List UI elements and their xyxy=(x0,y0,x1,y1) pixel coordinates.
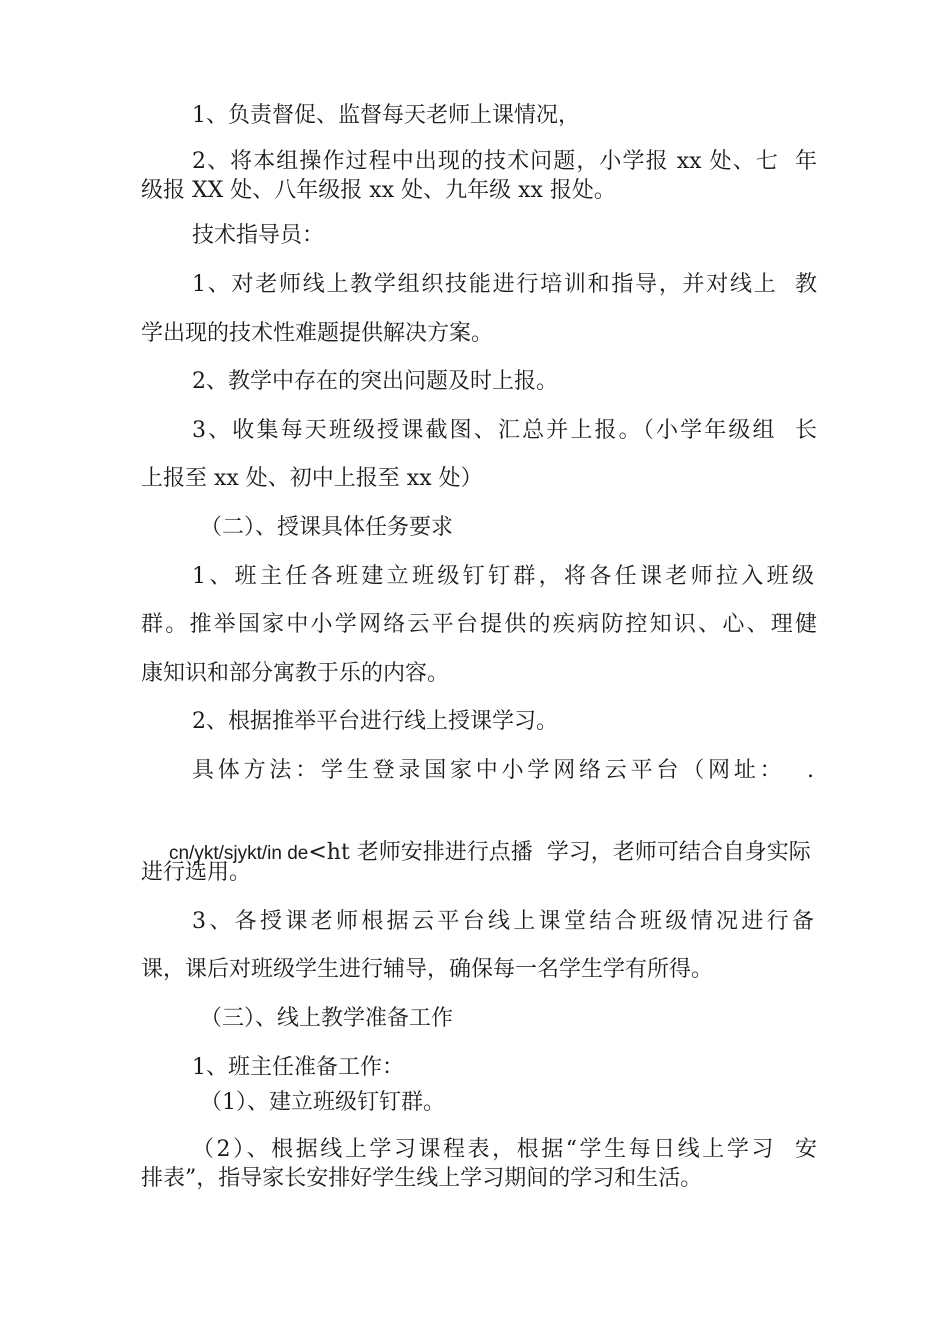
prep-subitem-1: （1）、建立班级钉钉群。 xyxy=(200,1090,445,1115)
method-line-2-rest: <ht 老师安排进行点播 学习，老师可结合自身实际 xyxy=(308,840,811,865)
tech-item-3-line-1: 3、收集每天班级授课截图、汇总并上报。（小学年级组 长 xyxy=(192,418,817,443)
duty-item-2-line-2: 级报 XX 处、八年级报 xx 处、九年级 xx 报处。 xyxy=(141,178,616,203)
tech-item-3-line-2: 上报至 xx 处、初中上报至 xx 处） xyxy=(141,466,483,491)
prep-item-1: 1、班主任准备工作： xyxy=(192,1055,404,1080)
platform-url-fragment: cn/ykt/sjykt/in de xyxy=(168,843,309,864)
tech-item-1-line-2: 学出现的技术性难题提供解决方案。 xyxy=(141,321,494,346)
section-heading-3: （三）、线上教学准备工作 xyxy=(200,1006,454,1031)
task-item-1-line-3: 康知识和部分寓教于乐的内容。 xyxy=(141,661,450,686)
task-item-1-line-1: 1、班主任各班建立班级钉钉群，将各任课老师拉入班级 xyxy=(192,564,817,589)
prep-subitem-2-line-2: 排表”，指导家长安排好学生线上学习期间的学习和生活。 xyxy=(141,1166,703,1191)
task-item-3-line-2: 课，课后对班级学生进行辅导，确保每一名学生学有所得。 xyxy=(141,957,714,982)
tech-item-2: 2、教学中存在的突出问题及时上报。 xyxy=(192,369,558,394)
task-item-1-line-2: 群。推举国家中小学网络云平台提供的疾病防控知识、心、理健 xyxy=(141,612,817,637)
duty-item-2-line-1: 2、将本组操作过程中出现的技术问题，小学报 xx 处、七 年 xyxy=(192,149,817,174)
duty-item-1: 1、负责督促、监督每天老师上课情况， xyxy=(192,103,580,128)
section-heading-tech-guide: 技术指导员： xyxy=(192,223,325,248)
tech-item-1-line-1: 1、对老师线上教学组织技能进行培训和指导，并对线上 教 xyxy=(192,272,817,297)
prep-subitem-2-line-1: （2）、根据线上学习课程表，根据“学生每日线上学习 安 xyxy=(192,1137,817,1162)
task-item-3-line-1: 3、各授课老师根据云平台线上课堂结合班级情况进行备 xyxy=(192,909,817,934)
method-line-3: 进行选用。 xyxy=(141,860,252,885)
section-heading-2: （二）、授课具体任务要求 xyxy=(200,515,454,540)
method-line-1: 具体方法：学生登录国家中小学网络云平台（网址： . xyxy=(192,758,817,783)
task-item-2: 2、根据推举平台进行线上授课学习。 xyxy=(192,709,558,734)
